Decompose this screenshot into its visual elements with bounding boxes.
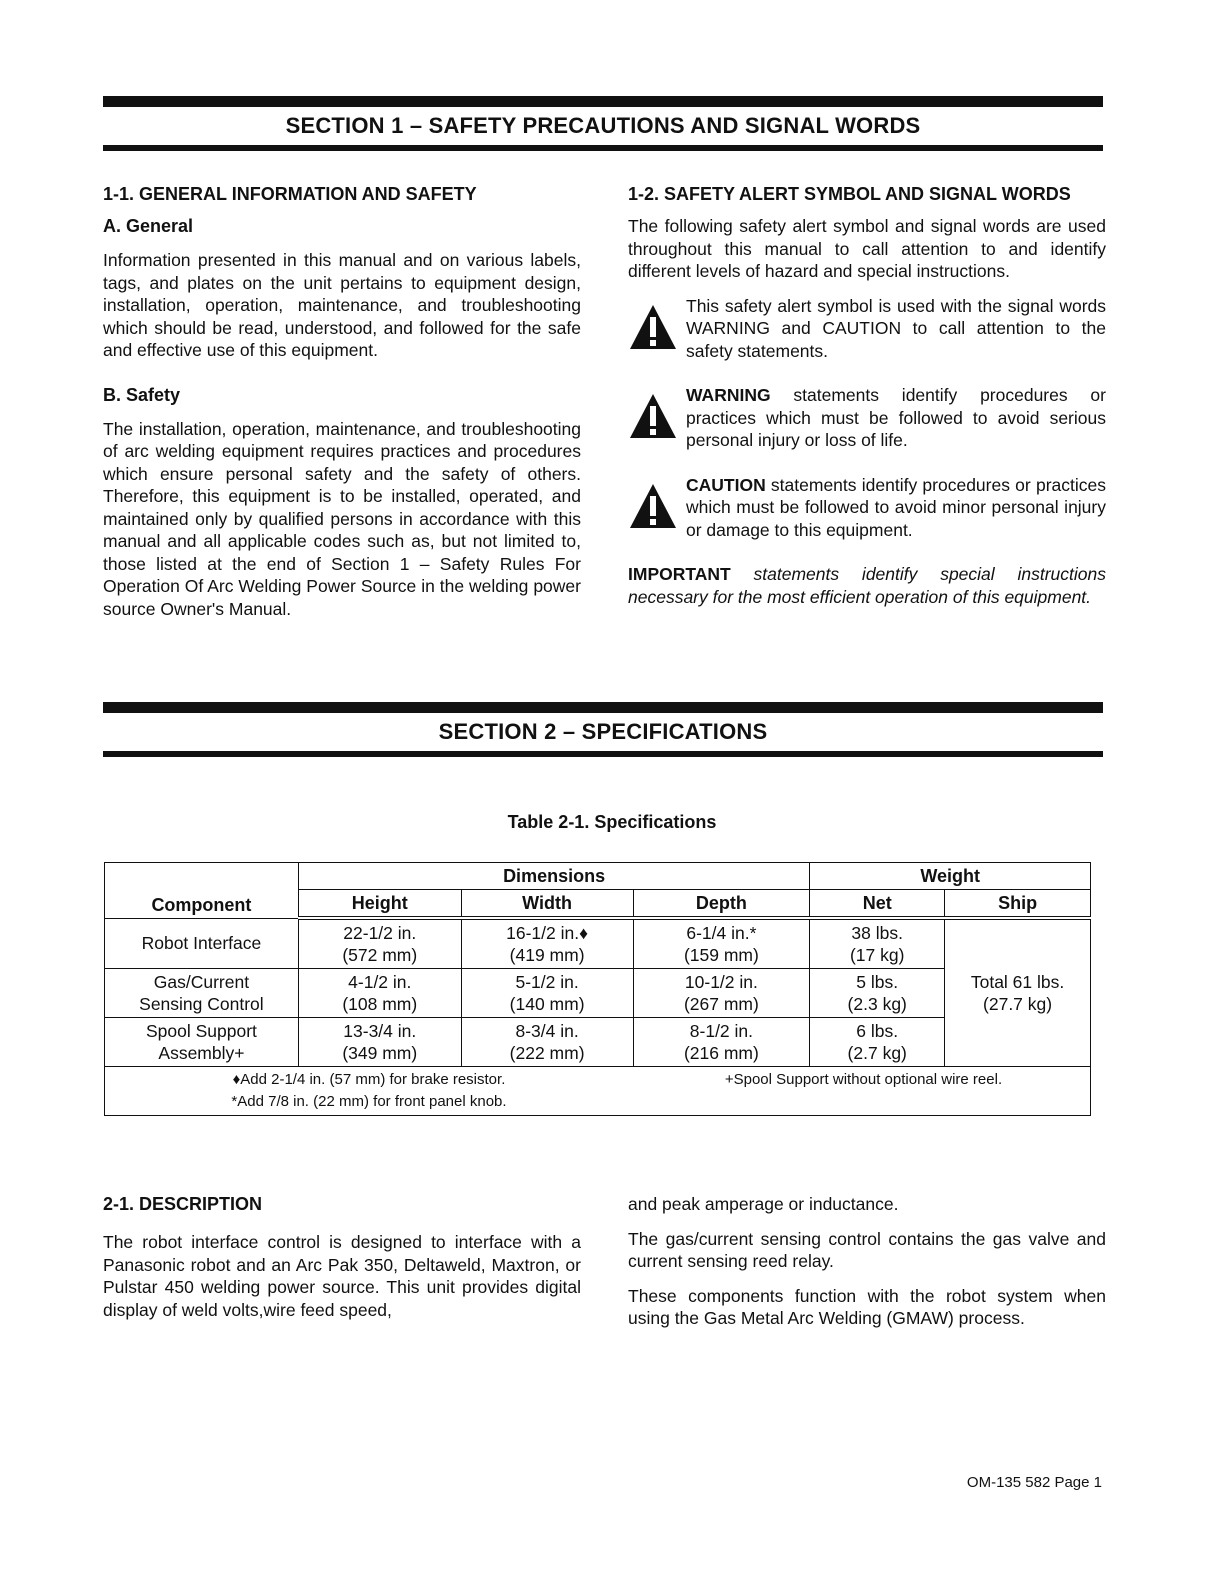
- divider: [103, 96, 1103, 107]
- page-footer: OM-135 582 Page 1: [966, 1474, 1102, 1491]
- cell-ship-total: Total 61 lbs. (27.7 kg): [945, 918, 1091, 1067]
- caution-statement: [628, 474, 1106, 542]
- footnote-brake-resistor: ♦Add 2-1/4 in. (57 mm) for brake resistor.: [232, 1071, 506, 1088]
- symbol-statement: [628, 295, 1106, 363]
- footnote-panel-knob: *Add 7/8 in. (22 mm) for front panel knob.: [231, 1093, 507, 1110]
- warning-alert-icon: [628, 384, 686, 446]
- table-footnotes: [105, 1067, 1091, 1116]
- cell-net: 5 lbs. (2.3 kg): [810, 969, 945, 1018]
- important-text: statements identify special instructions necessary for the most efficient operation of this equipment.: [628, 564, 1106, 607]
- table-row: [105, 1018, 1091, 1067]
- section1-title: SECTION 1 – SAFETY PRECAUTIONS AND SIGNAL WORDS: [285, 113, 921, 138]
- caution-alert-icon: [628, 474, 686, 536]
- cell-depth: 8-1/2 in. (216 mm): [633, 1018, 810, 1067]
- cell-component: Spool Support Assembly+: [105, 1018, 299, 1067]
- specifications-table: [104, 862, 1091, 1116]
- cell-depth: 10-1/2 in. (267 mm): [633, 969, 810, 1018]
- caution-label: CAUTION: [686, 474, 766, 495]
- header-weight: Weight: [810, 863, 1091, 890]
- caution-text: statements identify procedures or practices which must be followed to avoid minor personal injury or damage to this equipment.: [686, 474, 1106, 540]
- important-statement: [628, 563, 1106, 608]
- section2-title: SECTION 2 – SPECIFICATIONS: [438, 719, 768, 744]
- cell-net: 38 lbs. (17 kg): [810, 918, 945, 969]
- symbol-text: This safety alert symbol is used with the signal words WARNING and CAUTION to call attention to the safety statements.: [686, 295, 1106, 361]
- cell-width: 5-1/2 in. (140 mm): [461, 969, 633, 1018]
- general-info-column: [103, 183, 581, 632]
- table-row: [105, 918, 1091, 969]
- divider: [103, 145, 1103, 151]
- cell-height: 22-1/2 in. (572 mm): [298, 918, 461, 969]
- important-label: IMPORTANT: [628, 564, 731, 584]
- heading-general: A. General: [103, 216, 194, 236]
- header-net: Net: [810, 890, 945, 919]
- heading-safety: B. Safety: [103, 384, 181, 405]
- description-components: These components function with the robot system when using the Gas Metal Arc Welding (GMAW) process.: [628, 1285, 1106, 1328]
- header-ship: Ship: [945, 890, 1091, 919]
- warning-statement: [628, 384, 1106, 452]
- description-text: The robot interface control is designed to interface with a Panasonic robot and an Arc Pak 350, Deltaweld, Maxtron, or Pulstar 450 welding power source. This unit provides digital display of weld volts,wire feed speed,: [103, 1232, 581, 1320]
- header-component: Component: [105, 863, 299, 919]
- signal-intro: The following safety alert symbol and signal words are used throughout this manual to call attention to and identify different levels of hazard and special instructions.: [628, 216, 1106, 281]
- table-caption: Table 2-1. Specifications: [507, 812, 717, 832]
- cell-component: Gas/Current Sensing Control: [105, 969, 299, 1018]
- cell-depth: 6-1/4 in.* (159 mm): [633, 918, 810, 969]
- header-dimensions: Dimensions: [298, 863, 809, 890]
- cell-width: 8-3/4 in. (222 mm): [461, 1018, 633, 1067]
- cell-height: 4-1/2 in. (108 mm): [298, 969, 461, 1018]
- header-height: Height: [298, 890, 461, 919]
- cell-height: 13-3/4 in. (349 mm): [298, 1018, 461, 1067]
- footnote-spool-support: +Spool Support without optional wire reel.: [724, 1071, 1003, 1088]
- cell-component: Robot Interface: [105, 918, 299, 969]
- description-continued: and peak amperage or inductance.: [628, 1194, 899, 1214]
- section2-banner: [103, 702, 1103, 757]
- description-gas-control: The gas/current sensing control contains the gas valve and current sensing reed relay.: [628, 1228, 1106, 1271]
- heading-1-1: 1-1. GENERAL INFORMATION AND SAFETY: [103, 184, 477, 204]
- warning-label: WARNING: [686, 385, 771, 405]
- description-left: [103, 1193, 581, 1333]
- signal-words-column: [628, 183, 1106, 620]
- safety-text: The installation, operation, maintenance, and troubleshooting of arc welding equipment requires practices and procedures which ensure personal safety and the safety of others. Therefore, this equipment is to be installed, operated, and maintained only by qualified persons in accordance with this manual and all applicable codes such as, but not limited to, those listed at the end of Section 1 – Safety Rules For Operation Of Arc Welding Power Source in the welding power source Owner's Manual.: [103, 418, 581, 619]
- heading-1-2: 1-2. SAFETY ALERT SYMBOL AND SIGNAL WORDS: [628, 184, 1071, 204]
- cell-net: 6 lbs. (2.7 kg): [810, 1018, 945, 1067]
- table-header-row: [105, 863, 1091, 890]
- divider: [103, 751, 1103, 757]
- table-row: [105, 969, 1091, 1018]
- warning-text: statements identify procedures or practices which must be followed to avoid serious personal injury or loss of life.: [686, 385, 1106, 450]
- heading-2-1: 2-1. DESCRIPTION: [103, 1194, 263, 1214]
- safety-alert-icon: [628, 295, 686, 357]
- description-right: [628, 1193, 1106, 1342]
- cell-width: 16-1/2 in.♦ (419 mm): [461, 918, 633, 969]
- divider: [103, 702, 1103, 713]
- header-width: Width: [461, 890, 633, 919]
- general-text: Information presented in this manual and on various labels, tags, and plates on the unit pertains to equipment design, installation, operation, maintenance, and troubleshooting which should be read, understood, and followed for the safe and effective use of this equipment.: [103, 250, 581, 360]
- section1-banner: [103, 96, 1103, 151]
- header-depth: Depth: [633, 890, 810, 919]
